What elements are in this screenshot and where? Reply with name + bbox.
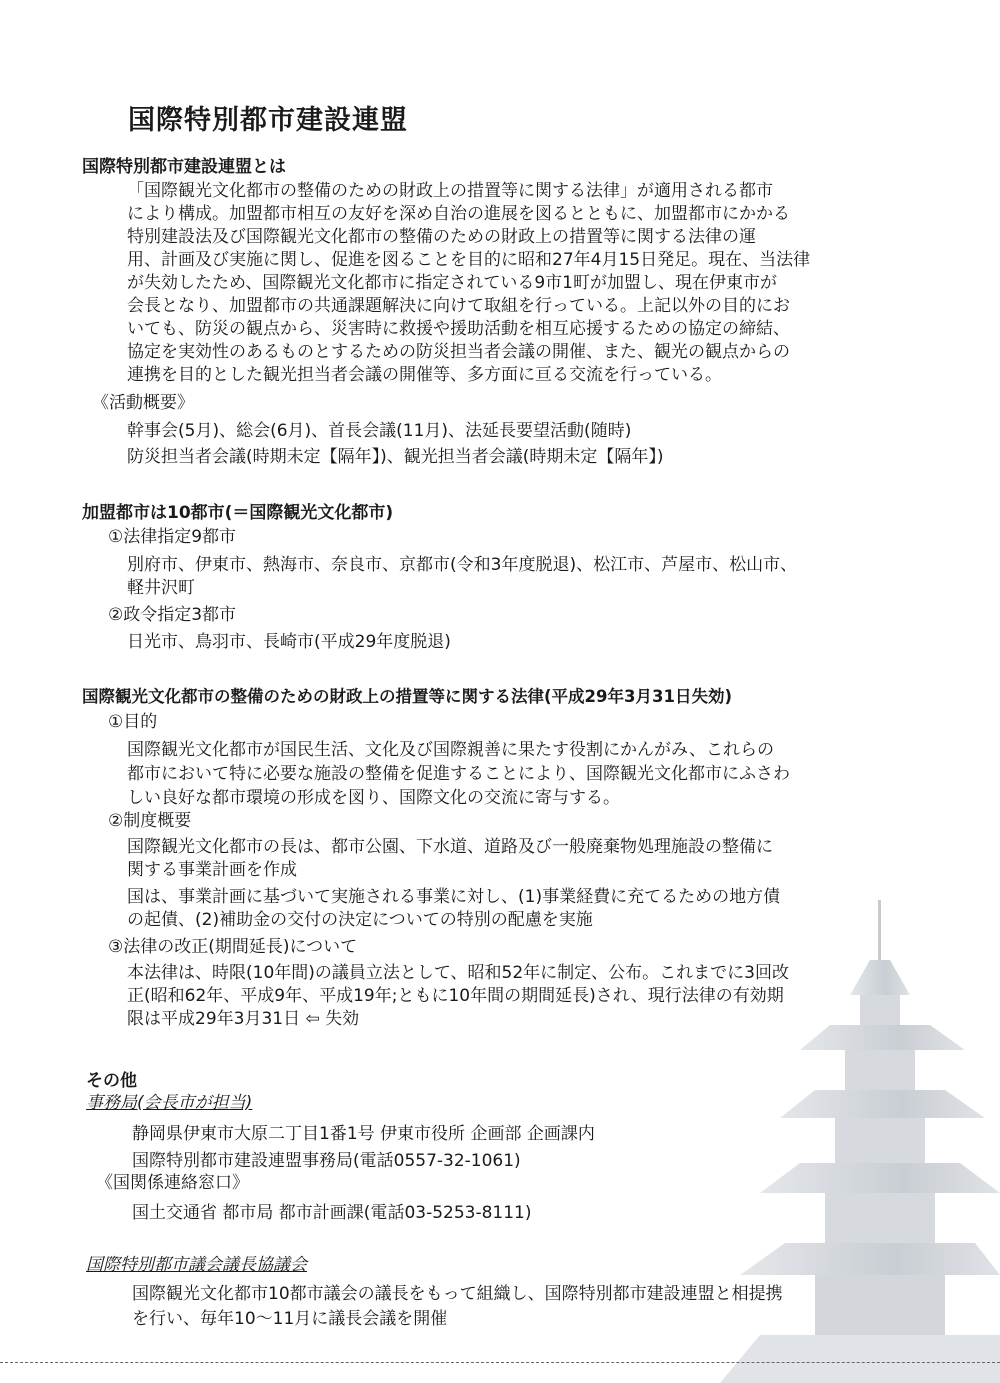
- about-paragraph: [127, 180, 810, 387]
- city-line: 別府市、伊東市、熱海市、奈良市、京都市(令和3年度脱退)、松江市、芦屋市、松山市、: [127, 555, 798, 575]
- city-line: 日光市、鳥羽市、長崎市(平成29年度脱退): [127, 632, 451, 652]
- other-heading: その他: [86, 1071, 137, 1091]
- about-heading: 国際特別都市建設連盟とは: [82, 157, 286, 177]
- contact-heading: 《国関係連絡窓口》: [96, 1173, 249, 1193]
- council-heading: 国際特別都市議会議長協議会: [86, 1255, 307, 1275]
- purpose-line: 国際観光文化都市が国民生活、文化及び国際親善に果たす役割にかんがみ、これらの: [127, 740, 775, 760]
- council-line: を行い、毎年10～11月に議長会議を開催: [132, 1309, 448, 1329]
- secretariat-heading: 事務局(会長市が担当): [86, 1093, 253, 1113]
- overview-line: 関する事業計画を作成: [127, 860, 297, 880]
- amendment-paragraph: [127, 962, 789, 1031]
- activities-list: [127, 418, 664, 470]
- overview-line: 国は、事業計画に基づいて実施される事業に対し、(1)事業経費に充てるための地方債: [127, 887, 781, 907]
- about-line: 連携を目的とした観光担当者会議の開催等、多方面に亘る交流を行っている。: [127, 365, 722, 385]
- about-line: 特別建設法及び国際観光文化都市の整備のための財政上の措置等に関する法律の運: [127, 227, 756, 247]
- about-line: 「国際観光文化都市の整備のための財政上の措置等に関する法律」が適用される都市: [127, 181, 773, 201]
- about-line: 協定を実効性のあるものとするための防災担当者会議の開催、また、観光の観点からの: [127, 342, 790, 362]
- secretariat-address: 静岡県伊東市大原二丁目1番1号 伊東市役所 企画部 企画課内: [132, 1124, 595, 1144]
- about-line: 会長となり、加盟都市の共通課題解決に向けて取組を行っている。上記以外の目的にお: [127, 296, 790, 316]
- about-line: により構成。加盟都市相互の友好を深め自治の進展を図るとともに、加盟都市にかかる: [127, 204, 790, 224]
- overview-heading: ②制度概要: [108, 811, 192, 831]
- purpose-line: しい良好な都市環境の形成を図り、国際文化の交流に寄与する。: [127, 788, 620, 808]
- purpose-heading: ①目的: [108, 712, 158, 732]
- purpose-paragraph: [127, 738, 790, 810]
- members-heading: 加盟都市は10都市(＝国際観光文化都市): [82, 503, 394, 523]
- about-line: いても、防災の観点から、災害時に救援や援助活動を相互応援するための協定の締結、: [127, 319, 790, 339]
- about-line: 用、計画及び実施に関し、促進を図ることを目的に昭和27年4月15日発足。現在、当法律: [127, 250, 811, 270]
- law-heading: 国際観光文化都市の整備のための財政上の措置等に関する法律(平成29年3月31日失効): [82, 687, 732, 706]
- ordinance-designated-cities: [127, 631, 451, 654]
- bottom-divider: [0, 1362, 1000, 1363]
- council-line: 国際観光文化都市10都市議会の議長をもって組織し、国際特別都市建設連盟と相提携: [132, 1284, 783, 1304]
- activity-line: 幹事会(5月)、総会(6月)、首長会議(11月)、法延長要望活動(随時): [127, 421, 632, 441]
- activity-line: 防災担当者会議(時期未定【隔年】)、観光担当者会議(時期未定【隔年】): [127, 447, 664, 467]
- activities-heading: 《活動概要》: [92, 393, 194, 413]
- overview-line: 国際観光文化都市の長は、都市公園、下水道、道路及び一般廃棄物処理施設の整備に: [127, 837, 773, 857]
- ordinance-designated-heading: ②政令指定3都市: [108, 605, 237, 625]
- amendment-heading: ③法律の改正(期間延長)について: [108, 937, 358, 957]
- secretariat-contact: 国際特別都市建設連盟事務局(電話0557-32-1061): [132, 1151, 521, 1171]
- contact-line: 国土交通省 都市局 都市計画課(電話03-5253-8111): [132, 1203, 532, 1223]
- about-line: が失効したため、国際観光文化都市に指定されている9市1町が加盟し、現在伊東市が: [127, 273, 777, 293]
- purpose-line: 都市において特に必要な施設の整備を促進することにより、国際観光文化都市にふさわ: [127, 764, 790, 784]
- law-designated-heading: ①法律指定9都市: [108, 527, 237, 547]
- overview-line: の起債、(2)補助金の交付の決定についての特別の配慮を実施: [127, 910, 593, 930]
- law-designated-cities: [127, 554, 797, 600]
- overview-paragraph-1: [127, 836, 773, 882]
- page-title: 国際特別都市建設連盟: [128, 105, 408, 136]
- council-paragraph: [132, 1282, 783, 1332]
- amendment-line: 正(昭和62年、平成9年、平成19年;ともに10年間の期間延長)され、現行法律の有効期: [127, 986, 784, 1006]
- secretariat-info: [132, 1121, 595, 1175]
- overview-paragraph-2: [127, 886, 780, 932]
- amendment-line: 限は平成29年3月31日 ⇦ 失効: [127, 1009, 360, 1029]
- amendment-line: 本法律は、時限(10年間)の議員立法として、昭和52年に制定、公布。これまでに3回改: [127, 963, 790, 983]
- city-line: 軽井沢町: [127, 578, 195, 598]
